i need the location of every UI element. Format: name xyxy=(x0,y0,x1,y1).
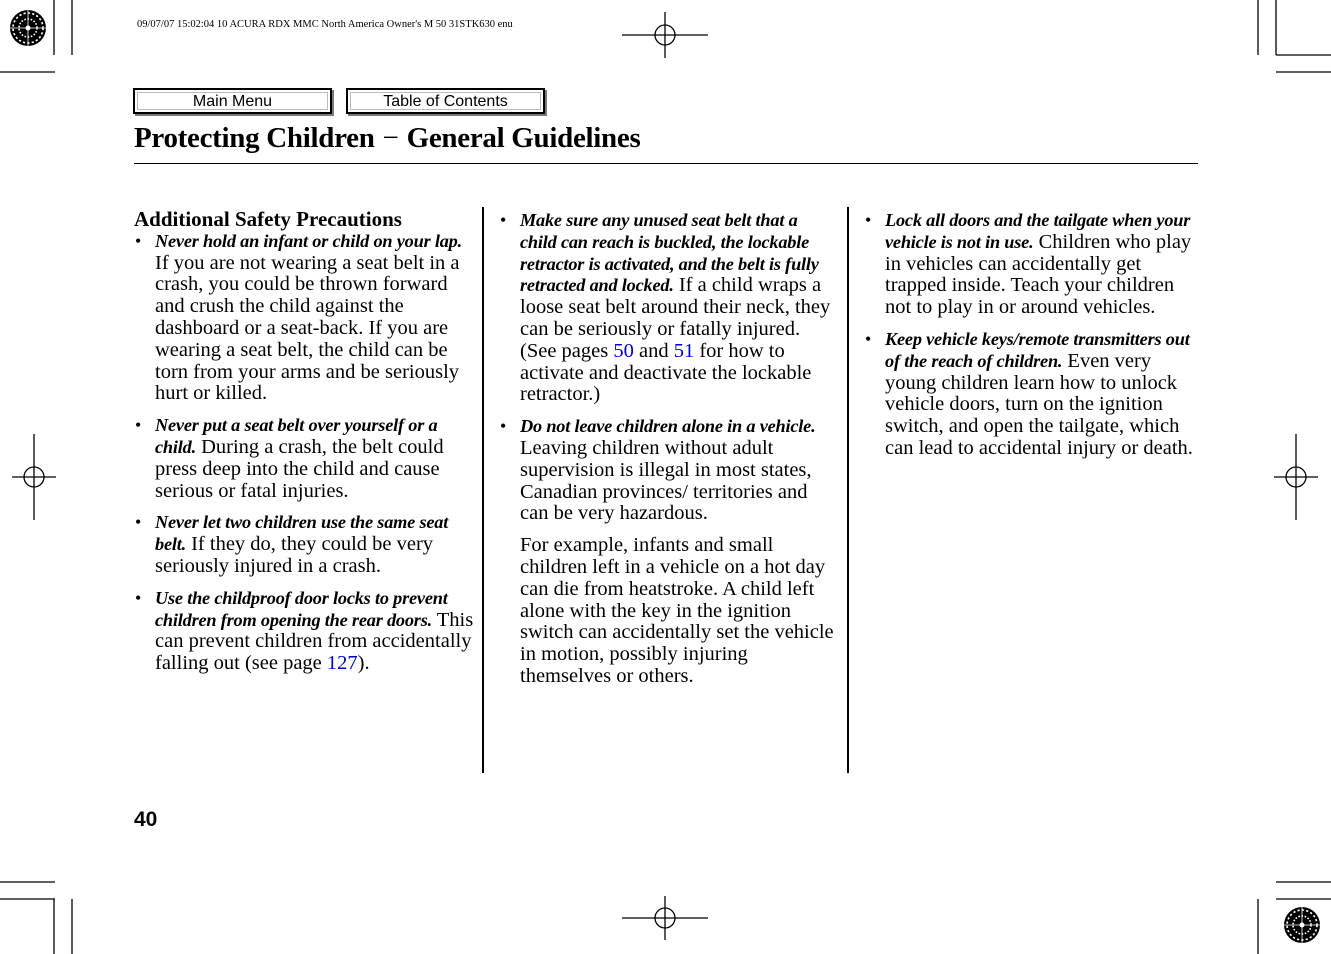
item-lead: Use the childproof door locks to prevent children from opening the rear doors. xyxy=(155,587,448,630)
table-of-contents-button[interactable]: Table of Contents xyxy=(346,88,545,114)
item-lead: Do not leave children alone in a vehicle. xyxy=(520,416,816,437)
list-item xyxy=(499,416,835,525)
page-link-127[interactable]: 127 xyxy=(326,652,358,675)
column-3 xyxy=(864,210,1198,470)
item-text: If you are not wearing a seat belt in a crash, you could be thrown forward and crush the child against the dashboard or a seat-back. If you are wearing a seat belt, the child can be torn from your arms and be seriously hurt or killed. xyxy=(155,251,460,405)
item-lead: Lock all doors and the tailgate when your vehicle is not in use. xyxy=(885,210,1191,252)
item-lead: Never hold an infant or child on your lap. xyxy=(155,230,462,251)
item-text-after: for how to activate and deactivate the lockable retractor.) xyxy=(520,339,812,406)
item-text: This can prevent children from accidentally falling out (see page xyxy=(155,608,474,675)
item-lead: Keep vehicle keys/remote transmitters out of the reach of children. xyxy=(885,328,1190,371)
item-text: If they do, they could be very seriously injured in a crash. xyxy=(155,533,434,577)
title-divider xyxy=(134,163,1198,164)
list-item xyxy=(864,210,1198,319)
page-title-main: Protecting Children xyxy=(134,122,375,154)
list-item xyxy=(134,512,474,577)
list-item xyxy=(134,415,474,502)
item-text: Leaving children without adult supervision is illegal in most states, Canadian provinces/ territories and can be very hazardous. xyxy=(520,436,812,525)
item-lead: Make sure any unused seat belt that a child can reach is buckled, the lockable retractor is activated, and the belt is fully retracted and locked. xyxy=(520,210,819,296)
list-item xyxy=(134,588,474,675)
print-metadata: 09/07/07 15:02:04 10 ACURA RDX MMC North America Owner's M 50 31STK630 enu xyxy=(137,19,513,30)
column-divider xyxy=(482,207,484,773)
column-2 xyxy=(499,210,835,688)
item-text-after: ). xyxy=(357,652,370,675)
page-title xyxy=(134,122,640,155)
list-item xyxy=(499,210,835,406)
list-item xyxy=(864,329,1198,460)
item-text: During a crash, the belt could press deep into the child and cause serious or fatal injuries. xyxy=(155,435,444,502)
item-text: Even very young children learn how to unlock vehicle doors, turn on the ignition switch, and open the tailgate, which can lead to accidental injury or death. xyxy=(885,349,1193,459)
list-item xyxy=(134,231,474,405)
item-text: Children who play in vehicles can accidentally get trapped inside. Teach your children not to play in or around vehicles. xyxy=(885,230,1192,319)
paragraph: For example, infants and small children left in a vehicle on a hot day can die from heatstroke. A child left alone with the key in the ignition switch can accidentally set the vehicle in motion, possibly injuring themselves or others. xyxy=(520,534,834,687)
item-lead: Never let two children use the same seat belt. xyxy=(155,512,449,555)
column-divider xyxy=(847,207,849,773)
page-link-51[interactable]: 51 xyxy=(673,339,695,362)
main-menu-button[interactable]: Main Menu xyxy=(133,88,332,114)
page-number: 40 xyxy=(134,808,158,831)
column-1 xyxy=(134,209,474,685)
section-heading: Additional Safety Precautions xyxy=(134,207,402,231)
item-text-mid: and xyxy=(638,339,669,362)
page-link-50[interactable]: 50 xyxy=(613,339,634,362)
page-title-sub: General Guidelines xyxy=(406,122,641,154)
item-text: If a child wraps a loose seat belt around their neck, they can be seriously or fatally injured. (See pages xyxy=(520,274,831,362)
page-title-separator: − xyxy=(382,122,399,154)
item-lead: Never put a seat belt over yourself or a child. xyxy=(155,415,438,457)
